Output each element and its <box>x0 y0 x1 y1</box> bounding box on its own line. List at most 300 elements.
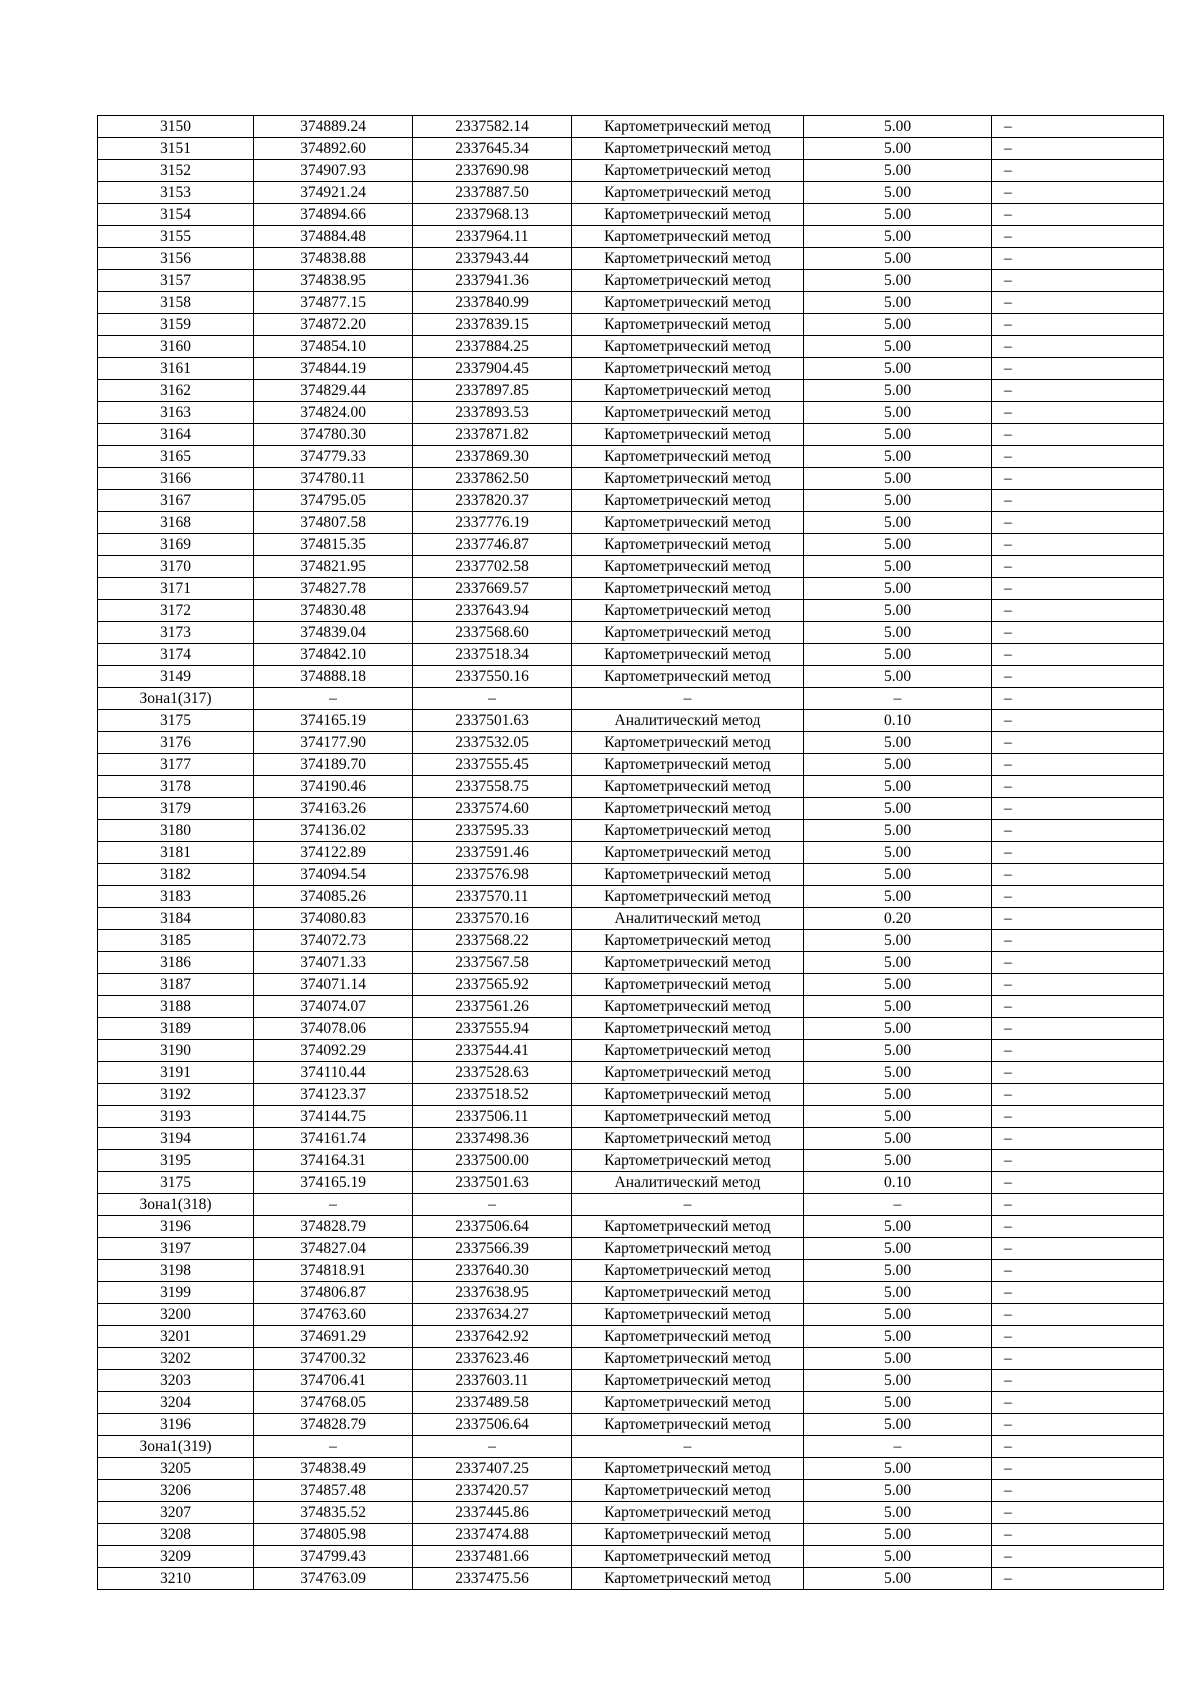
cell-point: 3182 <box>98 864 254 886</box>
cell-description: – <box>992 644 1164 666</box>
cell-y: 2337532.05 <box>413 732 572 754</box>
cell-y: 2337475.56 <box>413 1568 572 1590</box>
cell-method: Картометрический метод <box>572 204 804 226</box>
table-row <box>98 1018 1164 1040</box>
cell-description: – <box>992 1502 1164 1524</box>
zone-header-row <box>98 1194 1164 1216</box>
cell-x: – <box>254 1436 413 1458</box>
table-row <box>98 644 1164 666</box>
cell-method: Картометрический метод <box>572 1392 804 1414</box>
cell-method: Картометрический метод <box>572 1040 804 1062</box>
cell-accuracy: 5.00 <box>804 820 992 842</box>
cell-y: 2337887.50 <box>413 182 572 204</box>
cell-point: 3175 <box>98 1172 254 1194</box>
cell-x: 374092.29 <box>254 1040 413 1062</box>
table-row <box>98 798 1164 820</box>
cell-point: 3205 <box>98 1458 254 1480</box>
cell-point: 3169 <box>98 534 254 556</box>
cell-accuracy: 5.00 <box>804 402 992 424</box>
cell-accuracy: 5.00 <box>804 1282 992 1304</box>
table-row <box>98 116 1164 138</box>
cell-point: 3201 <box>98 1326 254 1348</box>
cell-point: 3177 <box>98 754 254 776</box>
cell-description: – <box>992 292 1164 314</box>
cell-accuracy: 5.00 <box>804 952 992 974</box>
cell-x: 374835.52 <box>254 1502 413 1524</box>
cell-point: 3193 <box>98 1106 254 1128</box>
cell-x: 374884.48 <box>254 226 413 248</box>
cell-point: 3209 <box>98 1546 254 1568</box>
cell-y: 2337566.39 <box>413 1238 572 1260</box>
cell-y: 2337603.11 <box>413 1370 572 1392</box>
cell-x: 374872.20 <box>254 314 413 336</box>
cell-y: 2337746.87 <box>413 534 572 556</box>
table-row <box>98 710 1164 732</box>
cell-point: 3152 <box>98 160 254 182</box>
cell-y: 2337839.15 <box>413 314 572 336</box>
cell-y: – <box>413 1194 572 1216</box>
cell-y: 2337591.46 <box>413 842 572 864</box>
cell-accuracy: 5.00 <box>804 974 992 996</box>
cell-accuracy: 5.00 <box>804 1546 992 1568</box>
cell-x: 374829.44 <box>254 380 413 402</box>
table-row <box>98 1282 1164 1304</box>
cell-x: 374889.24 <box>254 116 413 138</box>
cell-accuracy: – <box>804 688 992 710</box>
cell-x: 374763.09 <box>254 1568 413 1590</box>
cell-accuracy: 5.00 <box>804 776 992 798</box>
cell-y: 2337643.94 <box>413 600 572 622</box>
cell-method: Картометрический метод <box>572 1282 804 1304</box>
cell-y: 2337489.58 <box>413 1392 572 1414</box>
cell-description: – <box>992 138 1164 160</box>
cell-accuracy: 5.00 <box>804 1326 992 1348</box>
cell-description: – <box>992 402 1164 424</box>
table-row <box>98 1568 1164 1590</box>
cell-description: – <box>992 622 1164 644</box>
table-row <box>98 556 1164 578</box>
cell-y: 2337638.95 <box>413 1282 572 1304</box>
cell-y: 2337561.26 <box>413 996 572 1018</box>
cell-y: – <box>413 688 572 710</box>
cell-method: – <box>572 1436 804 1458</box>
cell-description: – <box>992 182 1164 204</box>
table-row <box>98 754 1164 776</box>
cell-y: 2337645.34 <box>413 138 572 160</box>
cell-method: Картометрический метод <box>572 622 804 644</box>
cell-description: – <box>992 270 1164 292</box>
cell-point: 3203 <box>98 1370 254 1392</box>
table-row <box>98 468 1164 490</box>
cell-point: 3191 <box>98 1062 254 1084</box>
cell-method: Картометрический метод <box>572 600 804 622</box>
cell-method: Аналитический метод <box>572 908 804 930</box>
cell-y: 2337582.14 <box>413 116 572 138</box>
table-row <box>98 1128 1164 1150</box>
cell-description: – <box>992 1348 1164 1370</box>
cell-description: – <box>992 1062 1164 1084</box>
cell-accuracy: 5.00 <box>804 292 992 314</box>
table-row <box>98 1370 1164 1392</box>
cell-accuracy: 5.00 <box>804 1370 992 1392</box>
cell-x: 374161.74 <box>254 1128 413 1150</box>
table-row <box>98 1414 1164 1436</box>
cell-x: 374700.32 <box>254 1348 413 1370</box>
cell-accuracy: 5.00 <box>804 1392 992 1414</box>
cell-description: – <box>992 1128 1164 1150</box>
cell-x: 374839.04 <box>254 622 413 644</box>
cell-y: 2337941.36 <box>413 270 572 292</box>
cell-point: 3183 <box>98 886 254 908</box>
cell-description: – <box>992 842 1164 864</box>
cell-method: Картометрический метод <box>572 754 804 776</box>
table-row <box>98 402 1164 424</box>
cell-method: Картометрический метод <box>572 996 804 1018</box>
table-row <box>98 1546 1164 1568</box>
cell-x: 374842.10 <box>254 644 413 666</box>
cell-point: 3196 <box>98 1216 254 1238</box>
cell-point: 3202 <box>98 1348 254 1370</box>
cell-description: – <box>992 600 1164 622</box>
cell-y: 2337506.64 <box>413 1414 572 1436</box>
cell-description: – <box>992 556 1164 578</box>
cell-accuracy: 5.00 <box>804 534 992 556</box>
cell-method: Картометрический метод <box>572 1370 804 1392</box>
table-row <box>98 864 1164 886</box>
cell-y: 2337623.46 <box>413 1348 572 1370</box>
cell-point: 3150 <box>98 116 254 138</box>
cell-x: 374894.66 <box>254 204 413 226</box>
table-row <box>98 534 1164 556</box>
cell-description: – <box>992 908 1164 930</box>
table-row <box>98 314 1164 336</box>
cell-point: 3172 <box>98 600 254 622</box>
cell-y: 2337840.99 <box>413 292 572 314</box>
cell-x: 374136.02 <box>254 820 413 842</box>
cell-x: 374854.10 <box>254 336 413 358</box>
cell-point: 3178 <box>98 776 254 798</box>
table-row <box>98 1458 1164 1480</box>
cell-description: – <box>992 226 1164 248</box>
cell-description: – <box>992 1524 1164 1546</box>
cell-method: Картометрический метод <box>572 556 804 578</box>
cell-method: Картометрический метод <box>572 578 804 600</box>
cell-accuracy: 5.00 <box>804 1062 992 1084</box>
cell-y: 2337669.57 <box>413 578 572 600</box>
cell-point: 3168 <box>98 512 254 534</box>
table-row <box>98 248 1164 270</box>
cell-method: Картометрический метод <box>572 1524 804 1546</box>
cell-point: 3190 <box>98 1040 254 1062</box>
table-row <box>98 270 1164 292</box>
cell-method: Картометрический метод <box>572 446 804 468</box>
cell-accuracy: 0.10 <box>804 1172 992 1194</box>
table-row <box>98 622 1164 644</box>
cell-point: 3153 <box>98 182 254 204</box>
table-row <box>98 226 1164 248</box>
cell-x: 374921.24 <box>254 182 413 204</box>
cell-method: Картометрический метод <box>572 952 804 974</box>
cell-description: – <box>992 1018 1164 1040</box>
cell-x: 374806.87 <box>254 1282 413 1304</box>
cell-accuracy: – <box>804 1436 992 1458</box>
cell-accuracy: 5.00 <box>804 1040 992 1062</box>
cell-method: Картометрический метод <box>572 864 804 886</box>
table-row <box>98 204 1164 226</box>
cell-description: – <box>992 1282 1164 1304</box>
cell-y: 2337862.50 <box>413 468 572 490</box>
cell-method: Картометрический метод <box>572 424 804 446</box>
cell-description: – <box>992 688 1164 710</box>
cell-description: – <box>992 248 1164 270</box>
table-row <box>98 182 1164 204</box>
table-row <box>98 1304 1164 1326</box>
cell-method: Аналитический метод <box>572 1172 804 1194</box>
cell-y: 2337445.86 <box>413 1502 572 1524</box>
cell-point: 3154 <box>98 204 254 226</box>
cell-accuracy: 5.00 <box>804 556 992 578</box>
cell-y: 2337634.27 <box>413 1304 572 1326</box>
cell-accuracy: 5.00 <box>804 1216 992 1238</box>
cell-y: 2337565.92 <box>413 974 572 996</box>
table-row <box>98 1502 1164 1524</box>
cell-accuracy: 5.00 <box>804 358 992 380</box>
cell-x: 374080.83 <box>254 908 413 930</box>
table-row <box>98 600 1164 622</box>
cell-accuracy: 5.00 <box>804 864 992 886</box>
table-row <box>98 996 1164 1018</box>
cell-x: 374907.93 <box>254 160 413 182</box>
cell-description: – <box>992 820 1164 842</box>
table-row <box>98 336 1164 358</box>
cell-method: Картометрический метод <box>572 666 804 688</box>
cell-x: 374838.88 <box>254 248 413 270</box>
cell-y: 2337642.92 <box>413 1326 572 1348</box>
cell-accuracy: 5.00 <box>804 1414 992 1436</box>
table-row <box>98 1392 1164 1414</box>
cell-x: 374838.95 <box>254 270 413 292</box>
cell-accuracy: 5.00 <box>804 1238 992 1260</box>
cell-method: Картометрический метод <box>572 1084 804 1106</box>
cell-y: 2337568.22 <box>413 930 572 952</box>
cell-y: 2337574.60 <box>413 798 572 820</box>
cell-accuracy: 5.00 <box>804 424 992 446</box>
cell-description: – <box>992 380 1164 402</box>
cell-method: Картометрический метод <box>572 248 804 270</box>
cell-x: 374824.00 <box>254 402 413 424</box>
cell-description: – <box>992 974 1164 996</box>
table-row <box>98 886 1164 908</box>
cell-x: 374795.05 <box>254 490 413 512</box>
cell-point: 3149 <box>98 666 254 688</box>
cell-description: – <box>992 864 1164 886</box>
cell-method: Картометрический метод <box>572 1502 804 1524</box>
cell-description: – <box>992 314 1164 336</box>
cell-y: 2337544.41 <box>413 1040 572 1062</box>
cell-description: – <box>992 1150 1164 1172</box>
table-row <box>98 1040 1164 1062</box>
cell-x: 374857.48 <box>254 1480 413 1502</box>
cell-method: Картометрический метод <box>572 490 804 512</box>
cell-accuracy: 0.10 <box>804 710 992 732</box>
cell-accuracy: 5.00 <box>804 446 992 468</box>
cell-y: 2337884.25 <box>413 336 572 358</box>
cell-accuracy: 5.00 <box>804 138 992 160</box>
cell-y: 2337568.60 <box>413 622 572 644</box>
cell-x: 374190.46 <box>254 776 413 798</box>
cell-method: Картометрический метод <box>572 1062 804 1084</box>
cell-x: 374071.33 <box>254 952 413 974</box>
cell-x: 374780.30 <box>254 424 413 446</box>
cell-accuracy: 5.00 <box>804 600 992 622</box>
cell-y: 2337528.63 <box>413 1062 572 1084</box>
cell-point: 3188 <box>98 996 254 1018</box>
cell-y: 2337595.33 <box>413 820 572 842</box>
cell-description: – <box>992 1480 1164 1502</box>
cell-accuracy: 5.00 <box>804 798 992 820</box>
cell-y: – <box>413 1436 572 1458</box>
cell-point: 3163 <box>98 402 254 424</box>
cell-method: Картометрический метод <box>572 380 804 402</box>
cell-method: Картометрический метод <box>572 182 804 204</box>
table-row <box>98 512 1164 534</box>
cell-method: Картометрический метод <box>572 1326 804 1348</box>
table-row <box>98 1348 1164 1370</box>
cell-y: 2337893.53 <box>413 402 572 424</box>
cell-y: 2337570.11 <box>413 886 572 908</box>
cell-point: 3159 <box>98 314 254 336</box>
cell-description: – <box>992 732 1164 754</box>
cell-description: – <box>992 754 1164 776</box>
cell-y: 2337518.52 <box>413 1084 572 1106</box>
cell-point: 3204 <box>98 1392 254 1414</box>
cell-x: 374805.98 <box>254 1524 413 1546</box>
cell-description: – <box>992 446 1164 468</box>
cell-point: 3200 <box>98 1304 254 1326</box>
cell-x: 374830.48 <box>254 600 413 622</box>
table-row <box>98 732 1164 754</box>
cell-y: 2337558.75 <box>413 776 572 798</box>
cell-x: – <box>254 688 413 710</box>
cell-y: 2337407.25 <box>413 1458 572 1480</box>
cell-method: Аналитический метод <box>572 710 804 732</box>
table-row <box>98 292 1164 314</box>
cell-point: 3198 <box>98 1260 254 1282</box>
cell-method: Картометрический метод <box>572 644 804 666</box>
cell-accuracy: 5.00 <box>804 754 992 776</box>
cell-method: Картометрический метод <box>572 1106 804 1128</box>
cell-method: Картометрический метод <box>572 1458 804 1480</box>
cell-point: 3171 <box>98 578 254 600</box>
cell-accuracy: 5.00 <box>804 248 992 270</box>
cell-point: 3181 <box>98 842 254 864</box>
cell-accuracy: 5.00 <box>804 1304 992 1326</box>
cell-point: Зона1(317) <box>98 688 254 710</box>
cell-point: 3165 <box>98 446 254 468</box>
table-row <box>98 1260 1164 1282</box>
cell-method: Картометрический метод <box>572 468 804 490</box>
table-row <box>98 380 1164 402</box>
cell-method: Картометрический метод <box>572 930 804 952</box>
cell-accuracy: 5.00 <box>804 1018 992 1040</box>
cell-point: 3196 <box>98 1414 254 1436</box>
table-row <box>98 820 1164 842</box>
table-row <box>98 908 1164 930</box>
cell-y: 2337474.88 <box>413 1524 572 1546</box>
cell-x: 374078.06 <box>254 1018 413 1040</box>
cell-description: – <box>992 1414 1164 1436</box>
cell-x: 374828.79 <box>254 1216 413 1238</box>
cell-x: 374877.15 <box>254 292 413 314</box>
cell-accuracy: 5.00 <box>804 314 992 336</box>
cell-method: Картометрический метод <box>572 138 804 160</box>
cell-point: 3157 <box>98 270 254 292</box>
cell-description: – <box>992 336 1164 358</box>
cell-method: Картометрический метод <box>572 820 804 842</box>
cell-method: Картометрический метод <box>572 116 804 138</box>
cell-point: 3199 <box>98 1282 254 1304</box>
cell-method: Картометрический метод <box>572 1128 804 1150</box>
cell-accuracy: 5.00 <box>804 1128 992 1150</box>
cell-x: 374706.41 <box>254 1370 413 1392</box>
cell-point: 3179 <box>98 798 254 820</box>
cell-method: Картометрический метод <box>572 292 804 314</box>
table-row <box>98 1216 1164 1238</box>
cell-description: – <box>992 1106 1164 1128</box>
cell-accuracy: 5.00 <box>804 732 992 754</box>
cell-point: 3160 <box>98 336 254 358</box>
table-row <box>98 490 1164 512</box>
cell-x: 374828.79 <box>254 1414 413 1436</box>
cell-method: Картометрический метод <box>572 842 804 864</box>
cell-point: 3195 <box>98 1150 254 1172</box>
cell-x: 374691.29 <box>254 1326 413 1348</box>
cell-point: 3158 <box>98 292 254 314</box>
cell-method: Картометрический метод <box>572 1216 804 1238</box>
cell-accuracy: 5.00 <box>804 1524 992 1546</box>
cell-x: 374123.37 <box>254 1084 413 1106</box>
cell-point: Зона1(318) <box>98 1194 254 1216</box>
cell-description: – <box>992 468 1164 490</box>
cell-accuracy: 5.00 <box>804 996 992 1018</box>
cell-description: – <box>992 1216 1164 1238</box>
cell-point: 3185 <box>98 930 254 952</box>
cell-method: Картометрический метод <box>572 226 804 248</box>
cell-x: 374815.35 <box>254 534 413 556</box>
cell-accuracy: 5.00 <box>804 512 992 534</box>
cell-description: – <box>992 1370 1164 1392</box>
cell-y: 2337501.63 <box>413 1172 572 1194</box>
cell-x: – <box>254 1194 413 1216</box>
table-row <box>98 842 1164 864</box>
cell-x: 374085.26 <box>254 886 413 908</box>
cell-point: 3206 <box>98 1480 254 1502</box>
cell-description: – <box>992 1238 1164 1260</box>
cell-accuracy: 5.00 <box>804 1458 992 1480</box>
cell-point: 3162 <box>98 380 254 402</box>
cell-description: – <box>992 1084 1164 1106</box>
cell-description: – <box>992 1326 1164 1348</box>
cell-accuracy: 5.00 <box>804 490 992 512</box>
cell-point: 3184 <box>98 908 254 930</box>
cell-description: – <box>992 666 1164 688</box>
cell-accuracy: 5.00 <box>804 1568 992 1590</box>
cell-point: 3151 <box>98 138 254 160</box>
cell-y: 2337501.63 <box>413 710 572 732</box>
cell-x: 374807.58 <box>254 512 413 534</box>
cell-description: – <box>992 512 1164 534</box>
zone-header-row <box>98 1436 1164 1458</box>
